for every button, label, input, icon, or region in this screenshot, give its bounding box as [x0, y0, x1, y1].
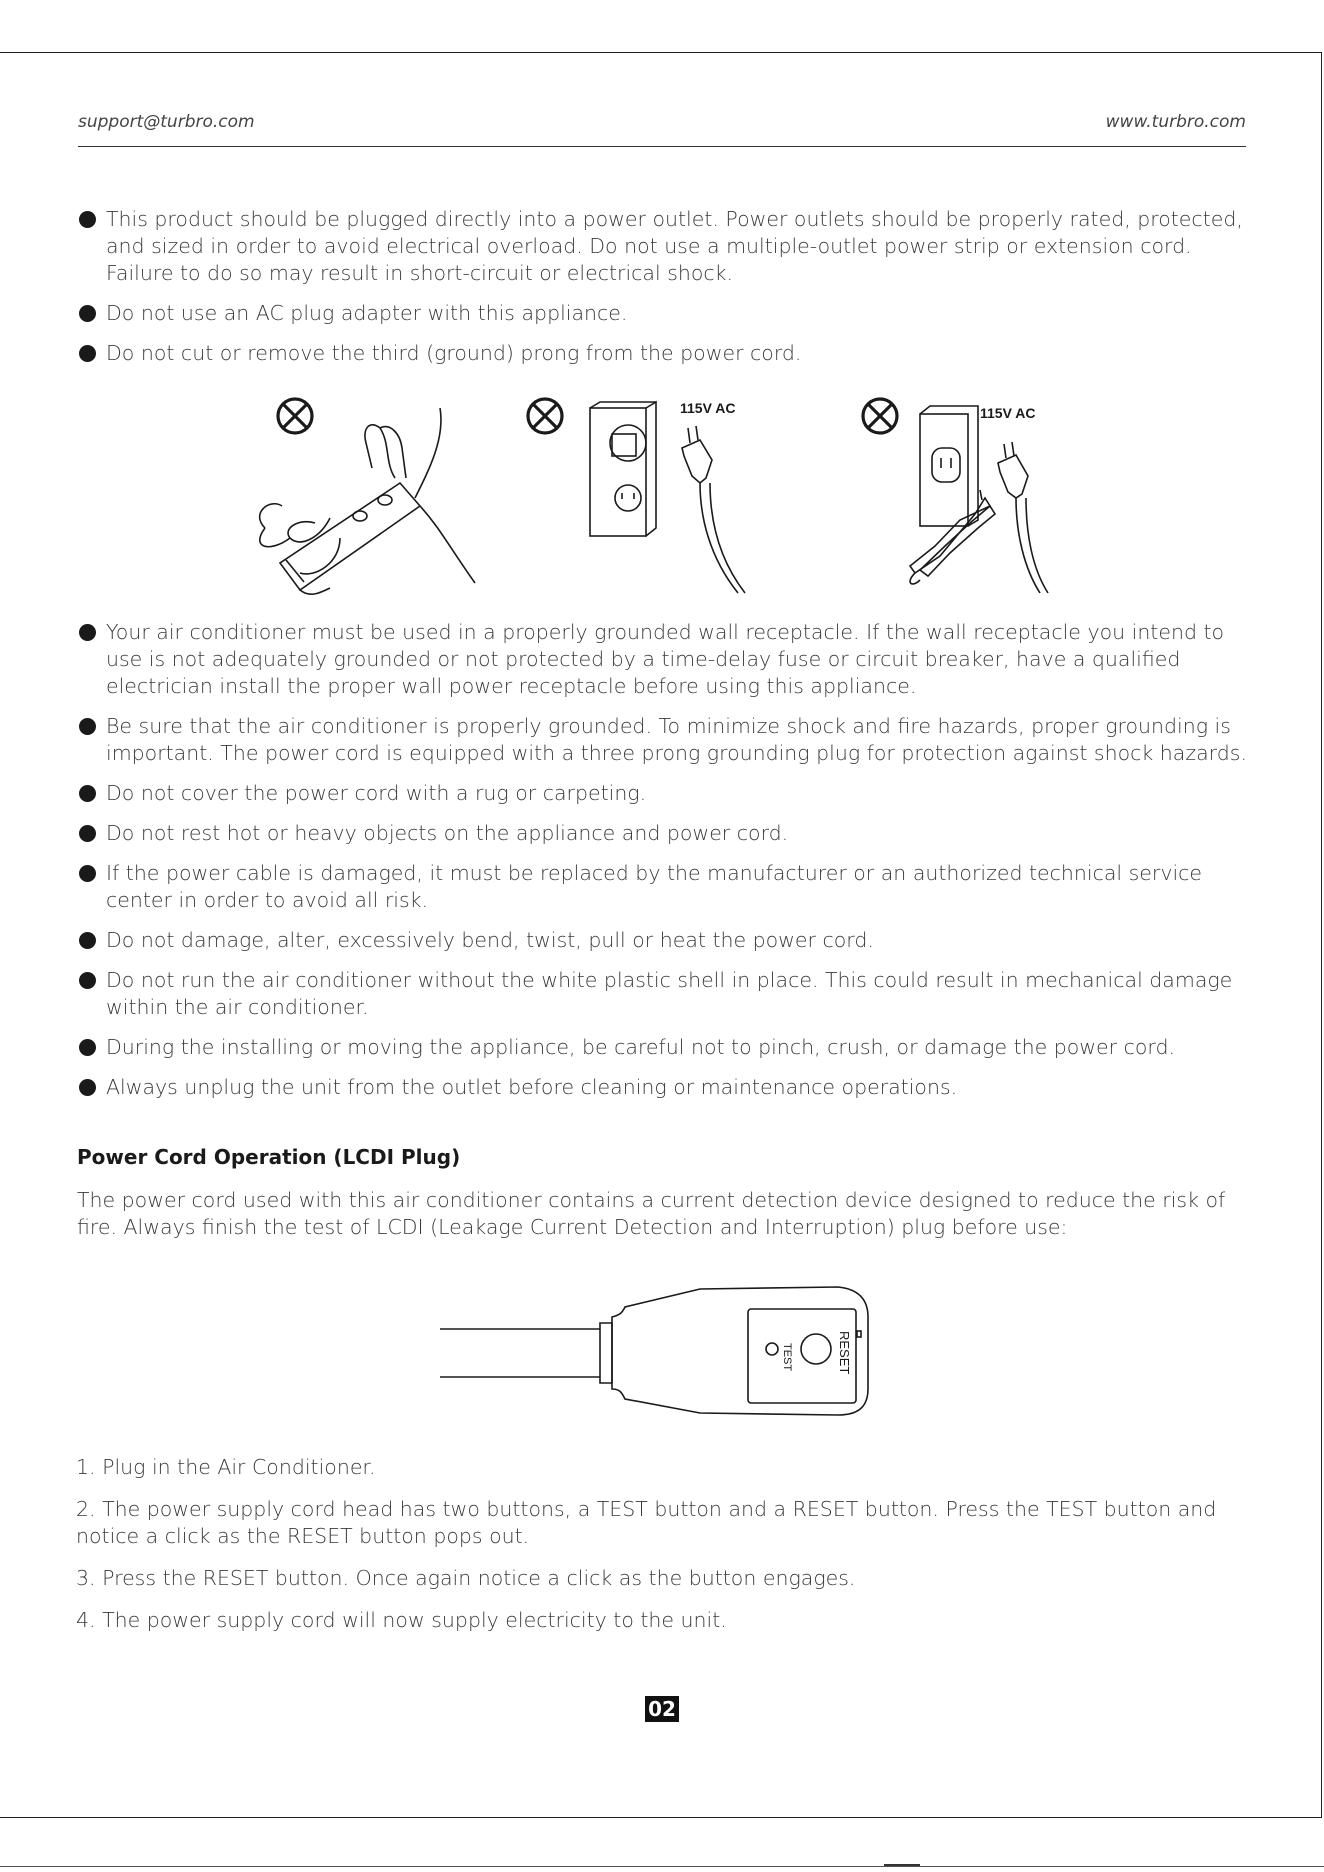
- warnings-list-top: [78, 206, 1248, 380]
- step-number: 4.: [76, 1608, 96, 1632]
- ground-prong-figure: [863, 399, 1048, 593]
- power-strip-figure: [260, 399, 475, 594]
- bottom-mark: [884, 1864, 920, 1866]
- voltage-label: 115V AC: [680, 400, 736, 416]
- list-item: Do not damage, alter, excessively bend, twist, pull or heat the power cord.: [78, 927, 1248, 954]
- test-button-label: TEST: [781, 1343, 793, 1372]
- list-item: [76, 1454, 1248, 1481]
- list-item: Do not cover the power cord with a rug or carpeting.: [78, 780, 1248, 807]
- page-header: [78, 112, 1246, 132]
- list-item: Always unplug the unit from the outlet before cleaning or maintenance operations.: [78, 1074, 1248, 1101]
- section-title: Power Cord Operation (LCDI Plug): [77, 1145, 461, 1169]
- warnings-list-bottom: [78, 619, 1248, 1114]
- prohibited-icon: [528, 399, 562, 433]
- header-email[interactable]: support@turbro.com: [78, 112, 255, 132]
- lcdi-test-steps: [76, 1454, 1248, 1649]
- step-number: 3.: [76, 1566, 96, 1590]
- list-item: [76, 1565, 1248, 1592]
- header-website[interactable]: www.turbro.com: [1105, 112, 1246, 132]
- step-number: 1.: [76, 1455, 96, 1479]
- list-item: Do not run the air conditioner without the white plastic shell in place. This could result in mechanical damage within the air conditioner.: [78, 967, 1248, 1021]
- list-item: [76, 1496, 1248, 1550]
- list-item: Be sure that the air conditioner is properly grounded. To minimize shock and fire hazards, proper grounding is important. The power cord is equipped with a three prong grounding plug for protection against shock hazards.: [78, 713, 1248, 767]
- prohibited-icon: [863, 399, 897, 433]
- list-item: Do not rest hot or heavy objects on the appliance and power cord.: [78, 820, 1248, 847]
- list-item: Do not use an AC plug adapter with this appliance.: [78, 300, 1248, 327]
- reset-button-label: RESET: [837, 1331, 852, 1375]
- step-text: The power supply cord head has two buttons, a TEST button and a RESET button. Press the TEST button and notice a click as the RESET button pops out.: [76, 1497, 1217, 1548]
- header-rule: [78, 146, 1246, 147]
- warning-illustrations: [0, 388, 1324, 598]
- lcdi-plug-illustration: [430, 1285, 880, 1421]
- bottom-rule: [0, 1866, 1324, 1867]
- list-item: Do not cut or remove the third (ground) prong from the power cord.: [78, 340, 1248, 367]
- step-text: Plug in the Air Conditioner.: [102, 1455, 376, 1479]
- list-item: Your air conditioner must be used in a properly grounded wall receptacle. If the wall receptacle you intend to use is not adequately grounded or not protected by a time-delay fuse or circuit breaker, have a qualified electrician install the proper wall power receptacle before using this appliance.: [78, 619, 1248, 700]
- adapter-figure: [528, 399, 745, 593]
- page-number: 02: [645, 1696, 679, 1722]
- list-item: [76, 1607, 1248, 1634]
- step-number: 2.: [76, 1497, 96, 1521]
- list-item: This product should be plugged directly into a power outlet. Power outlets should be properly rated, protected, and sized in order to avoid electrical overload. Do not use a multiple-outlet power strip or extension cord. Failure to do so may result in short-circuit or electrical shock.: [78, 206, 1248, 287]
- section-intro: The power cord used with this air conditioner contains a current detection device designed to reduce the risk of fire. Always finish the test of LCDI (Leakage Current Detection and Interruption) plug before use:: [77, 1188, 1226, 1239]
- voltage-label: 115V AC: [980, 405, 1036, 421]
- step-text: Press the RESET button. Once again notice a click as the button engages.: [102, 1566, 856, 1590]
- list-item: During the installing or moving the appliance, be careful not to pinch, crush, or damage the power cord.: [78, 1034, 1248, 1061]
- prohibited-icon: [278, 399, 312, 433]
- list-item: If the power cable is damaged, it must be replaced by the manufacturer or an authorized technical service center in order to avoid all risk.: [78, 860, 1248, 914]
- step-text: The power supply cord will now supply electricity to the unit.: [102, 1608, 727, 1632]
